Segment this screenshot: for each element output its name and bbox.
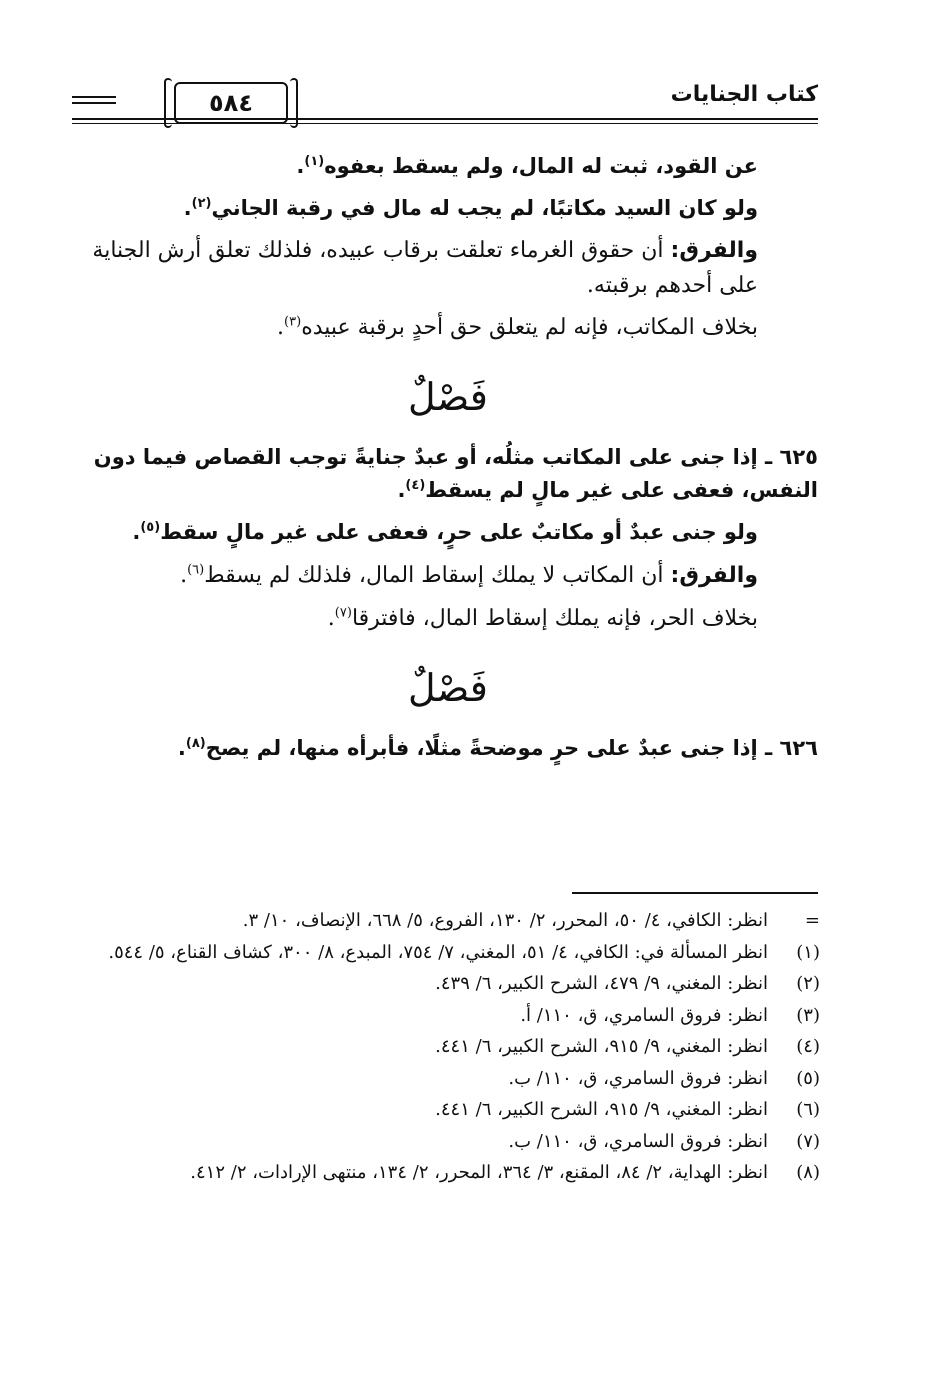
paragraph: ولو جنى عبدٌ أو مكاتبٌ على حرٍ، فعفى على غير مالٍ سقط$^{(٥)}$. bbox=[132, 519, 758, 544]
section-heading: فَصْلٌ bbox=[408, 665, 488, 710]
header-rule bbox=[72, 118, 818, 120]
footnote: (٥) انظر: فروق السامري، ق، ١١٠/ ب. bbox=[508, 1067, 820, 1089]
footnote-ref: (٧) bbox=[334, 605, 352, 621]
footnote: (٦) انظر: المغني، ٩/ ٩١٥، الشرح الكبير، ٦/ ٤٤١. bbox=[435, 1099, 820, 1120]
footnote: (٢) انظر: المغني، ٩/ ٤٧٩، الشرح الكبير، ٦/ ٤٣٩. bbox=[435, 973, 820, 994]
footnote: (٨) انظر: الهداية، ٢/ ٨٤، المقنع، ٣/ ٣٦٤، المحرر، ٢/ ١٣٤، منتهى الإرادات، ٢/ ٤١٢. bbox=[190, 1162, 820, 1183]
paragraph: والفرق: أن المكاتب لا يملك إسقاط المال، فلذلك لم يسقط$^{(٦)}$. bbox=[180, 562, 758, 588]
footnotes bbox=[80, 905, 820, 1189]
paragraph: ٦٢٦ ـ إذا جنى عبدٌ على حرٍ موضحةً مثلًا، فأبرأه منها، لم يصح$^{(٨)}$. bbox=[177, 735, 818, 760]
header-rule-thin bbox=[72, 123, 818, 124]
footnote-ref: (٢) bbox=[191, 195, 212, 211]
footnote-ref: (١) bbox=[304, 154, 325, 169]
footnote-ref: (٦) bbox=[187, 562, 205, 578]
paragraph: ولو كان السيد مكاتبًا، لم يجب له مال في رقبة الجاني$^{(٢)}$. bbox=[183, 195, 758, 220]
difference-label: والفرق: bbox=[670, 238, 758, 264]
page-number: ٥٨٤ bbox=[174, 82, 288, 124]
paragraph: عن القود، ثبت له المال، ولم يسقط بعفوه$^{(١)}$. bbox=[296, 154, 758, 178]
footnote: (٣) انظر: فروق السامري، ق، ١١٠/ أ. bbox=[520, 1004, 820, 1026]
footnote-ref: (٤) bbox=[405, 478, 426, 494]
main-text bbox=[78, 150, 818, 766]
paragraph: والفرق: أن حقوق الغرماء تعلقت برقاب عبيده، فلذلك تعلق أرش الجناية على أحدهم برقبته. bbox=[92, 238, 758, 299]
section-heading: فَصْلٌ bbox=[408, 374, 488, 419]
paragraph: ٦٢٥ ـ إذا جنى على المكاتب مثلُه، أو عبدٌ جنايةً توجب القصاص فيما دون النفس، فعفى على غير مالٍ لم يسقط$^{(٤)}$. bbox=[93, 444, 818, 503]
footnote-ref: (٥) bbox=[140, 519, 161, 535]
page-header bbox=[72, 70, 818, 126]
footnote-ref: (٨) bbox=[185, 735, 206, 751]
header-ornament-lines bbox=[72, 96, 116, 106]
paragraph: بخلاف الحر، فإنه يملك إسقاط المال، فافترقا$^{(٧)}$. bbox=[327, 605, 758, 631]
difference-label: والفرق: bbox=[670, 562, 758, 588]
footnote-separator bbox=[572, 892, 818, 894]
footnote: = انظر: الكافي، ٤/ ٥٠، المحرر، ٢/ ١٣٠، الفروع، ٥/ ٦٦٨، الإنصاف، ١٠/ ٣. bbox=[242, 910, 820, 931]
paragraph: بخلاف المكاتب، فإنه لم يتعلق حق أحدٍ برقبة عبيده$^{(٣)}$. bbox=[277, 314, 758, 340]
chapter-title: كتاب الجنايات bbox=[670, 82, 818, 107]
footnote: (٧) انظر: فروق السامري، ق، ١١٠/ ب. bbox=[508, 1130, 820, 1152]
footnote-ref: (٣) bbox=[284, 314, 302, 330]
footnote: (١) انظر المسألة في: الكافي، ٤/ ٥١، المغني، ٧/ ٧٥٤، المبدع، ٨/ ٣٠٠، كشاف القناع، ٥/ ٥٤٤. bbox=[108, 941, 820, 963]
footnote: (٤) انظر: المغني، ٩/ ٩١٥، الشرح الكبير، ٦/ ٤٤١. bbox=[435, 1036, 820, 1057]
